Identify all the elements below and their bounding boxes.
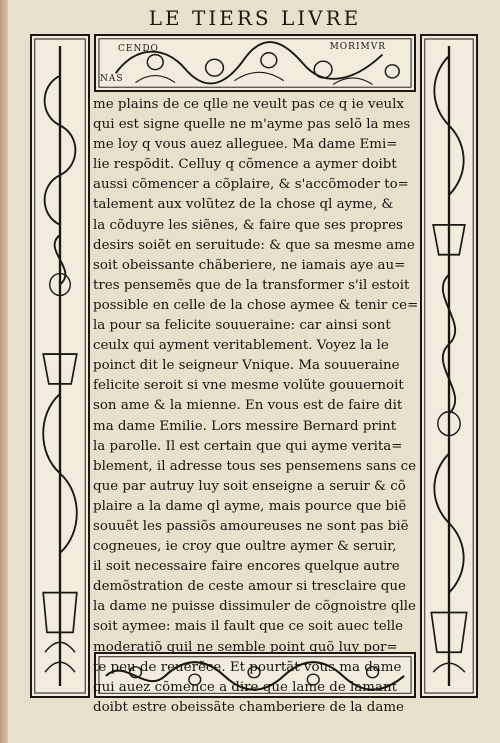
cartouche-motto-bottom: NAS	[100, 74, 124, 84]
text-line: qui est signe quelle ne m'ayme pas selõ la mes	[93, 117, 411, 133]
text-line: blement, il adresse tous ses pensemens sans ce	[93, 458, 416, 474]
foliage-column-icon	[422, 36, 476, 696]
text-line: moderatiõ quil ne semble point quõ luy por=	[93, 639, 398, 655]
text-line: me loy q vous auez alleguee. Ma dame Emi=	[93, 137, 398, 153]
text-line: ceulx qui ayment veritablement. Voyez la le	[93, 338, 389, 354]
text-line: felicite seroit si vne mesme volũte gouuernoit	[93, 378, 404, 394]
text-line: lie respõdit. Celluy q cõmence a aymer doibt	[93, 157, 397, 173]
text-line: il soit necessaire faire encores quelque autre	[93, 559, 400, 575]
text-line: doibt estre obeissãte chamberiere de la dame	[93, 699, 404, 715]
text-line: la dame ne puisse dissimuler de cõgnoistre qlle	[93, 599, 416, 615]
text-line: souuẽt les passiõs amoureuses ne sont pas biẽ	[93, 518, 409, 534]
text-line: possible en celle de la chose aymee & tenir ce=	[93, 297, 419, 313]
text-line: que par autruy luy soit enseigne a seruir & cõ	[93, 478, 406, 494]
text-line: la cõduyre les siẽnes, & faire que ses propres	[93, 217, 403, 233]
running-head: LE TIERS LIVRE	[148, 6, 362, 30]
text-line: son ame & la mienne. En vous est de faire dit	[93, 398, 403, 414]
text-line: desirs soiẽt en seruitude: & que sa mesme ame	[93, 237, 415, 253]
text-line: la parolle. Il est certain que qui ayme verita=	[93, 438, 403, 454]
text-line: me plains de ce qlle ne veult pas ce q ie veulx	[93, 97, 404, 112]
text-line: qui auez cõmence a dire que lame de lamant	[93, 679, 397, 695]
body-text	[93, 95, 421, 718]
right-ornamental-border	[420, 34, 478, 698]
text-line: aussi cõmencer a cõplaire, & s'accõmoder to=	[93, 177, 409, 193]
cartouche-motto-right: MORIMVR	[329, 42, 386, 52]
left-ornamental-border	[30, 34, 90, 698]
text-line: ma dame Emilie. Lors messire Bernard print	[93, 418, 397, 434]
top-ornament-cartouche	[94, 34, 416, 92]
text-line: cogneues, ie croy que oultre aymer & seruir,	[93, 539, 397, 555]
page-edge	[0, 0, 8, 743]
cartouche-motto-left: CENDO	[118, 44, 159, 54]
text-line: demõstration de ceste amour si tresclaire que	[93, 579, 406, 595]
text-line: plaire a la dame ql ayme, mais pource que biẽ	[93, 498, 407, 514]
foliage-column-icon	[32, 36, 88, 696]
text-line: soit aymee: mais il fault que ce soit auec telle	[93, 619, 404, 635]
text-line: tres pensemẽs que de la transformer s'il estoit	[93, 277, 410, 293]
text-line: soit obeissante chãberiere, ne iamais aye au=	[93, 257, 406, 273]
text-line: la pour sa felicite souueraine: car ainsi sont	[93, 318, 391, 334]
text-line: poinct dit le seigneur Vnique. Ma souueraine	[93, 358, 400, 374]
text-line: te peu de reuerẽce. Et pourtãt vous ma dame	[93, 659, 402, 675]
text-line: talement aux volũtez de la chose ql ayme, &	[93, 197, 394, 213]
